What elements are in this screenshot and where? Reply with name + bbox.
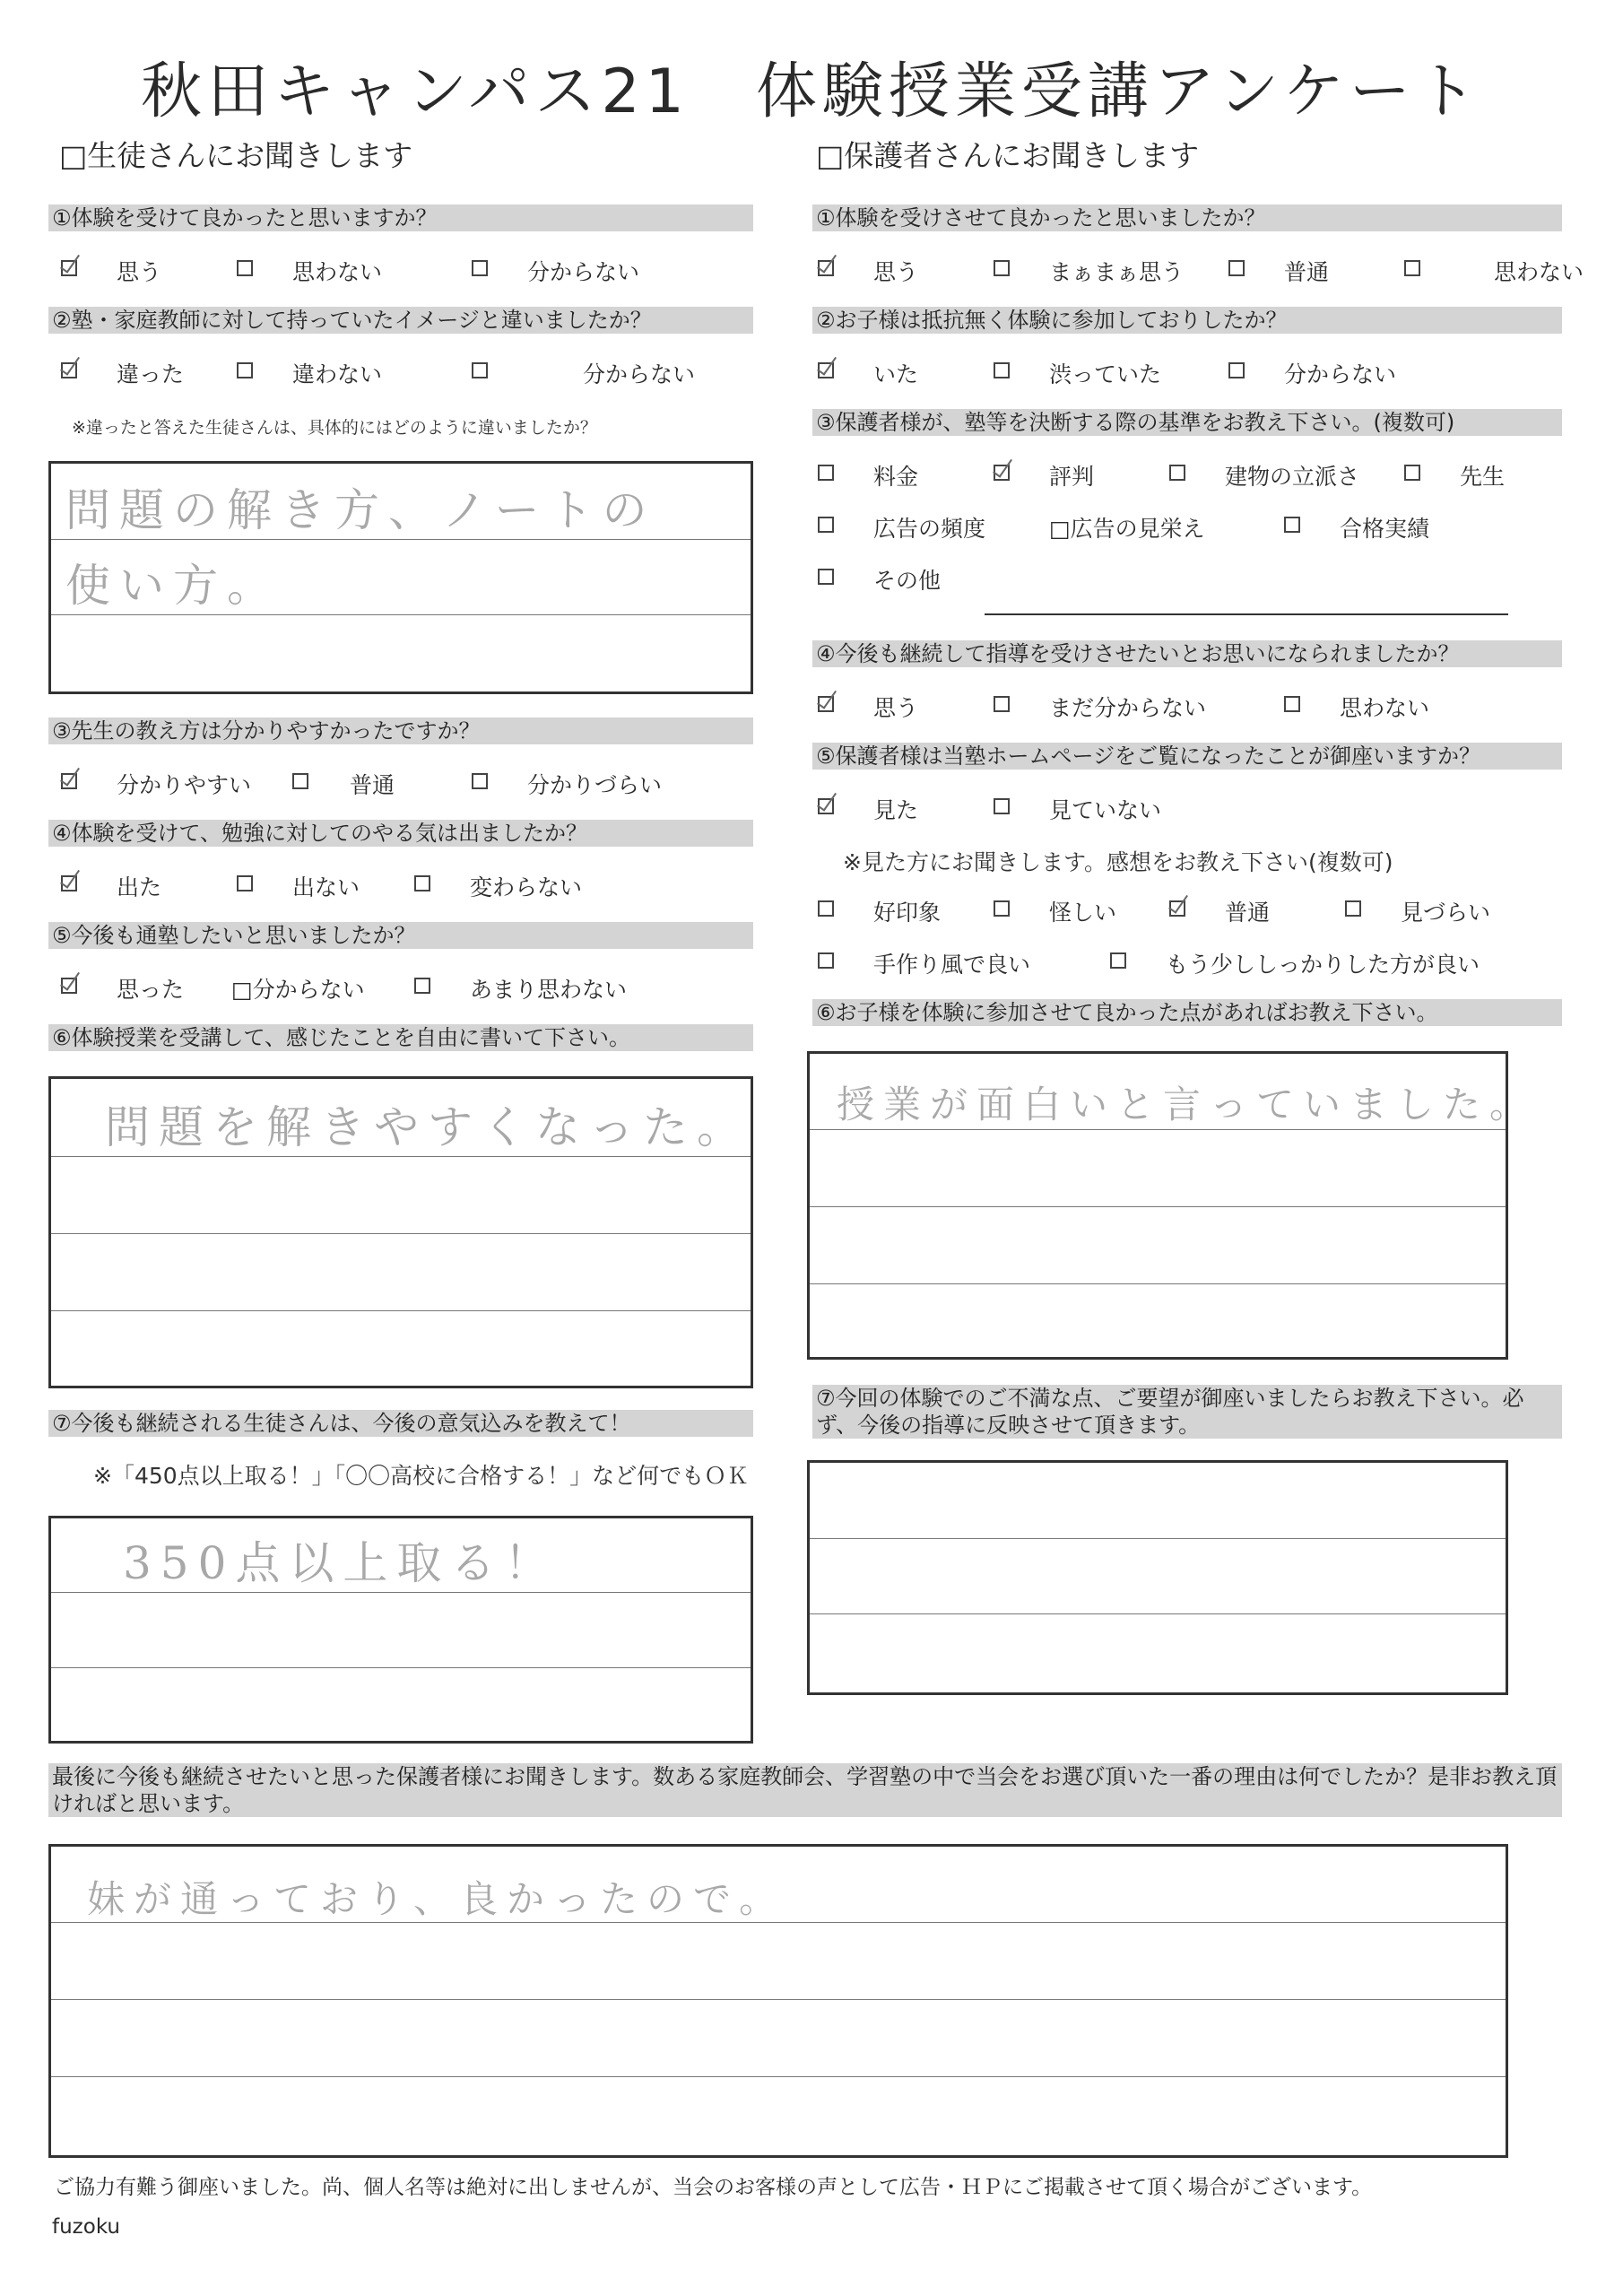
- student-q5-option-2[interactable]: □分からない: [231, 977, 365, 1003]
- parent-q5-impression-4-checkbox[interactable]: [1345, 900, 1361, 917]
- parent-q1-option-4: 思わない: [1494, 259, 1584, 285]
- final-answer-text: 妹が通っており、良かったので。: [87, 1877, 786, 1921]
- parent-q1-option-3: 普通: [1284, 259, 1330, 285]
- parent-q5-impression-1-checkbox[interactable]: [818, 900, 834, 917]
- parent-q5-impression-4: 見づらい: [1401, 900, 1491, 926]
- final-answer-box[interactable]: [48, 1844, 1508, 2158]
- parent-q3-option-1: 料金: [873, 464, 919, 490]
- parent-q5-option-2: 見ていない: [1049, 797, 1162, 823]
- parent-q2-option-1: いた: [873, 361, 919, 387]
- student-q2-answer-box[interactable]: [48, 461, 753, 694]
- student-q3-option-3-checkbox[interactable]: [472, 773, 488, 789]
- student-q7-answer-box[interactable]: [48, 1516, 753, 1744]
- parent-q6-answer-box[interactable]: [807, 1051, 1537, 1360]
- student-q2-label: ②塾・家庭教師に対して持っていたイメージと違いましたか？: [48, 307, 753, 334]
- student-q3-option-2: 普通: [350, 772, 395, 798]
- student-q3-label: ③先生の教え方は分かりやすかったですか？: [48, 718, 753, 744]
- parent-q5-option-1-checkbox[interactable]: [818, 798, 834, 814]
- parent-q3-option-4-checkbox[interactable]: [1404, 465, 1420, 481]
- student-q2-answer-line-1: 問題の解き方、ノートの: [65, 484, 656, 536]
- student-q4-option-1-checkbox[interactable]: [61, 875, 77, 891]
- parent-q6-answer-text: 授業が面白いと言っていました。: [837, 1083, 1537, 1126]
- parent-q3-option-2: 評判: [1049, 464, 1095, 490]
- parent-q1-option-2: まぁまぁ思う: [1049, 259, 1185, 285]
- parent-q5-impression-3-checkbox[interactable]: [1169, 900, 1185, 917]
- parent-q2-option-2: 渋っていた: [1049, 361, 1162, 387]
- parent-q4-option-3: 思わない: [1340, 695, 1430, 721]
- parent-q2-label: ②お子様は抵抗無く体験に参加しておりしたか？: [812, 307, 1562, 334]
- student-q3-option-1-checkbox[interactable]: [61, 773, 77, 789]
- student-q7-label: ⑦今後も継続される生徒さんは、今後の意気込みを教えて！: [48, 1410, 753, 1437]
- parent-q2-option-3-checkbox[interactable]: [1228, 362, 1245, 378]
- student-q6-label: ⑥体験授業を受講して、感じたことを自由に書いて下さい。: [48, 1024, 753, 1051]
- student-q3-option-1: 分かりやすい: [117, 772, 252, 798]
- parent-q5-impression-2: 怪しい: [1049, 900, 1117, 926]
- student-q1-option-1: 思う: [117, 259, 162, 285]
- student-q6-answer-box[interactable]: [48, 1076, 753, 1388]
- parent-q1-option-1: 思う: [873, 259, 919, 285]
- parent-q5-option-2-checkbox[interactable]: [994, 798, 1010, 814]
- parent-q3-option-8: その他: [873, 568, 942, 594]
- student-q1-option-3: 分からない: [527, 259, 640, 285]
- student-q2-option-2-checkbox[interactable]: [237, 362, 253, 378]
- parent-q5-impression-3: 普通: [1225, 900, 1271, 926]
- student-q2-option-3: 分からない: [583, 361, 696, 387]
- student-q4-option-1: 出た: [117, 874, 162, 900]
- student-q4-option-2: 出ない: [292, 874, 360, 900]
- student-q1-option-3-checkbox[interactable]: [472, 260, 488, 276]
- parent-q3-option-3-checkbox[interactable]: [1169, 465, 1185, 481]
- parent-q4-option-1: 思う: [873, 695, 919, 721]
- student-q7-note: ※「450点以上取る！」「〇〇高校に合格する！」など何でもＯＫ: [93, 1463, 750, 1489]
- student-q2-option-1-checkbox[interactable]: [61, 362, 77, 378]
- parent-q6-label: ⑥お子様を体験に参加させて良かった点があればお教え下さい。: [812, 999, 1562, 1026]
- student-q2-option-2: 違わない: [292, 361, 383, 387]
- student-q2-option-3-checkbox[interactable]: [472, 362, 488, 378]
- student-q5-option-1-checkbox[interactable]: [61, 978, 77, 994]
- parent-q3-option-2-checkbox[interactable]: [994, 465, 1010, 481]
- student-q5-label: ⑤今後も通塾したいと思いましたか？: [48, 922, 753, 949]
- parent-q5-impression-5-checkbox[interactable]: [818, 952, 834, 969]
- parent-q4-option-2-checkbox[interactable]: [994, 696, 1010, 712]
- student-q5-option-3-checkbox[interactable]: [414, 978, 430, 994]
- parent-q3-option-7: 合格実績: [1340, 516, 1430, 542]
- student-q4-option-2-checkbox[interactable]: [237, 875, 253, 891]
- student-q4-option-3: 変わらない: [470, 874, 583, 900]
- student-q1-option-2-checkbox[interactable]: [237, 260, 253, 276]
- student-q2-note: ※違ったと答えた生徒さんは、具体的にはどのように違いましたか？: [72, 418, 597, 438]
- parent-q4-label: ④今後も継続して指導を受けさせたいとお思いになられましたか？: [812, 640, 1562, 667]
- parent-q5-option-1: 見た: [873, 797, 919, 823]
- parent-q5-note: ※見た方にお聞きします。感想をお教え下さい(複数可): [843, 849, 1393, 875]
- student-q6-answer-text: 問題を解きやすくなった。: [105, 1101, 751, 1153]
- student-q7-answer-text: 350点以上取る！: [123, 1537, 559, 1589]
- parent-q5-impression-6: もう少ししっかりした方が良い: [1166, 952, 1480, 978]
- parent-q1-option-4-checkbox[interactable]: [1404, 260, 1420, 276]
- parent-q3-option-5: 広告の頻度: [873, 516, 986, 542]
- student-section-heading: □生徒さんにお聞きします: [59, 138, 413, 173]
- parent-q7-label: ⑦今回の体験でのご不満な点、ご要望が御座いましたらお教え下さい。必ず、今後の指導に反映させて頂きます。: [812, 1385, 1562, 1439]
- parent-q4-option-2: まだ分からない: [1049, 695, 1207, 721]
- parent-q5-impression-6-checkbox[interactable]: [1110, 952, 1126, 969]
- parent-q3-option-4: 先生: [1460, 464, 1506, 490]
- student-q3-option-3: 分かりづらい: [527, 772, 663, 798]
- student-q5-option-1: 思った: [117, 977, 185, 1003]
- parent-q4-option-3-checkbox[interactable]: [1284, 696, 1300, 712]
- student-q2-option-1: 違った: [117, 361, 185, 387]
- student-q1-option-1-checkbox[interactable]: [61, 260, 77, 276]
- footer-code: fuzoku: [52, 2215, 121, 2239]
- parent-q1-option-2-checkbox[interactable]: [994, 260, 1010, 276]
- parent-q5-impression-1: 好印象: [873, 900, 942, 926]
- parent-q1-option-3-checkbox[interactable]: [1228, 260, 1245, 276]
- parent-q3-other-line[interactable]: [985, 613, 1508, 615]
- parent-q4-option-1-checkbox[interactable]: [818, 696, 834, 712]
- student-q4-option-3-checkbox[interactable]: [414, 875, 430, 891]
- parent-q3-option-7-checkbox[interactable]: [1284, 517, 1300, 533]
- parent-q3-label: ③保護者様が、塾等を決断する際の基準をお教え下さい。(複数可): [812, 409, 1562, 436]
- parent-q1-option-1-checkbox[interactable]: [818, 260, 834, 276]
- footer-notice: ご協力有難う御座いました。尚、個人名等は絶対に出しませんが、当会のお客様の声として広告・ＨＰにご掲載させて頂く場合がございます。: [54, 2176, 1373, 2199]
- final-question-label: 最後に今後も継続させたいと思った保護者様にお聞きします。数ある家庭教師会、学習塾の中で当会をお選び頂いた一番の理由は何でしたか？是非お教え頂ければと思います。: [48, 1763, 1562, 1817]
- student-q2-answer-line-2: 使い方。: [65, 560, 281, 612]
- parent-q2-option-2-checkbox[interactable]: [994, 362, 1010, 378]
- parent-q3-option-1-checkbox[interactable]: [818, 465, 834, 481]
- parent-q7-answer-box[interactable]: [807, 1460, 1508, 1695]
- parent-q3-option-6[interactable]: □広告の見栄え: [1049, 516, 1205, 542]
- student-q1-label: ①体験を受けて良かったと思いますか？: [48, 204, 753, 231]
- student-q3-option-2-checkbox[interactable]: [292, 773, 308, 789]
- student-q5-option-3: あまり思わない: [470, 977, 628, 1003]
- parent-q2-option-1-checkbox[interactable]: [818, 362, 834, 378]
- parent-section-heading: □保護者さんにお聞きします: [816, 138, 1200, 173]
- student-q1-option-2: 思わない: [292, 259, 383, 285]
- parent-q5-impression-5: 手作り風で良い: [873, 952, 1031, 978]
- page-title: 秋田キャンパス21 体験授業受講アンケート: [141, 57, 1482, 127]
- parent-q3-option-5-checkbox[interactable]: [818, 517, 834, 533]
- parent-q1-label: ①体験を受けさせて良かったと思いましたか？: [812, 204, 1562, 231]
- parent-q3-option-3: 建物の立派さ: [1225, 464, 1360, 490]
- parent-q5-label: ⑤保護者様は当塾ホームページをご覧になったことが御座いますか？: [812, 743, 1562, 770]
- student-q4-label: ④体験を受けて、勉強に対してのやる気は出ましたか？: [48, 820, 753, 847]
- parent-q2-option-3: 分からない: [1284, 361, 1397, 387]
- parent-q5-impression-2-checkbox[interactable]: [994, 900, 1010, 917]
- parent-q3-option-8-checkbox[interactable]: [818, 569, 834, 585]
